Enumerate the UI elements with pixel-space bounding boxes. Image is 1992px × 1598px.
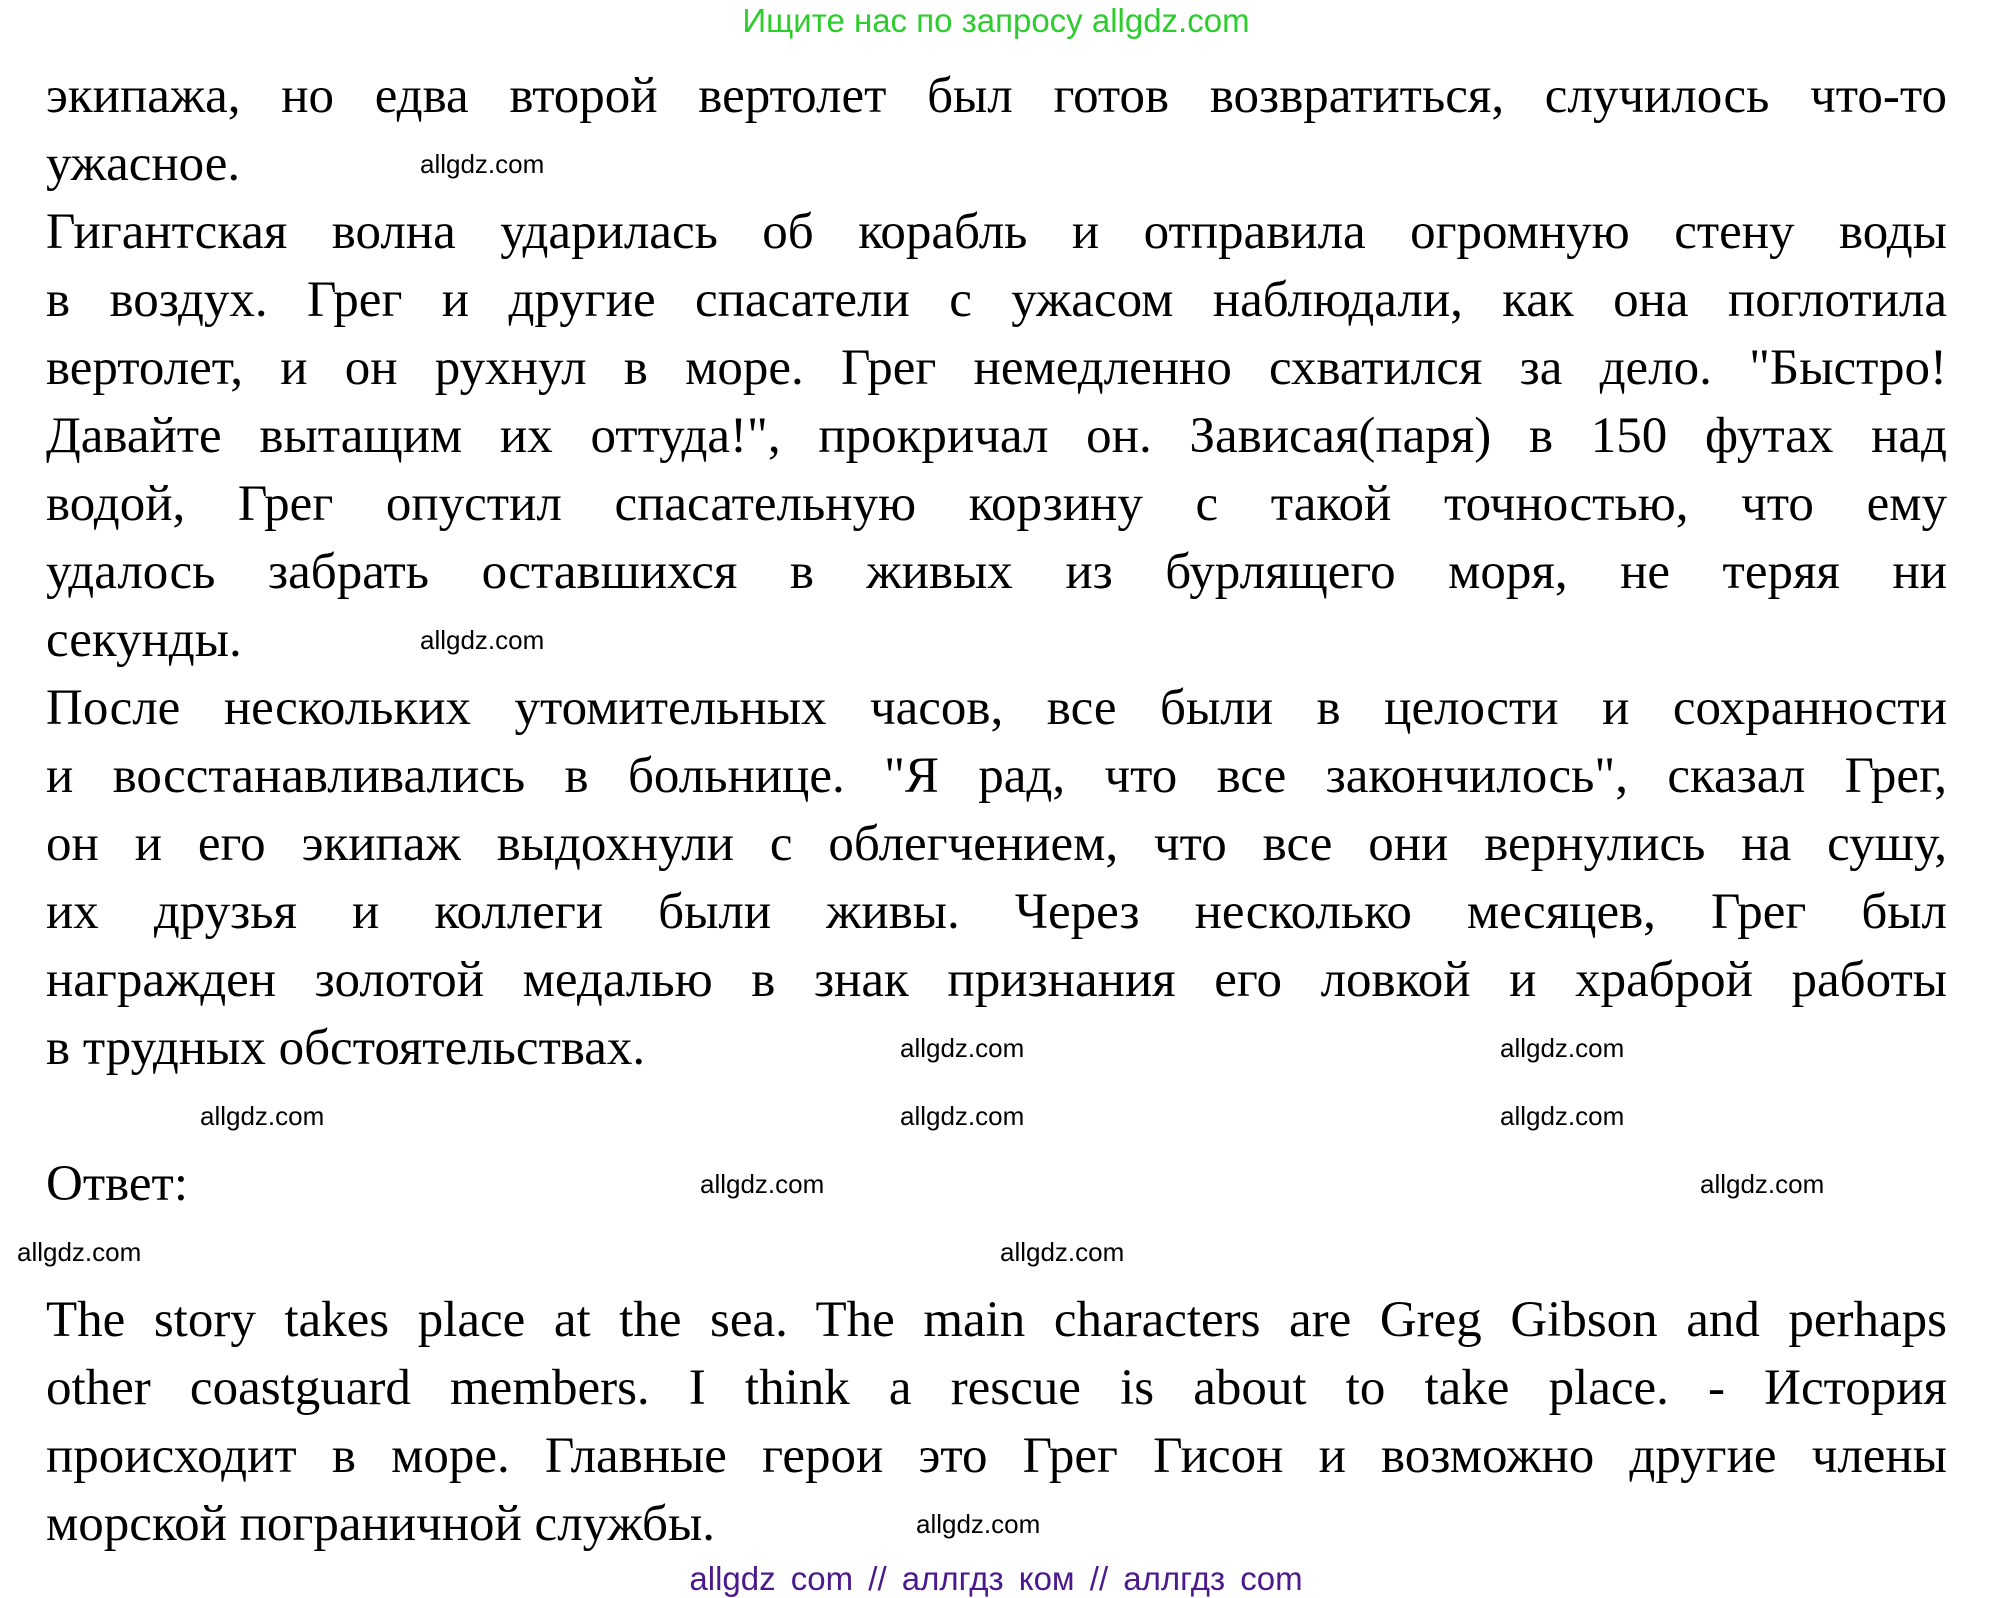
text-line: ужасное.	[46, 136, 241, 192]
watermark-text: allgdz.com	[900, 1101, 1025, 1131]
text-line: он и его экипаж выдохнули с облегчением, что все они вернулись на сушу,	[46, 816, 1947, 872]
text-line: экипажа, но едва второй вертолет был готов возвратиться, случилось что-то	[46, 68, 1947, 124]
watermark-text: allgdz.com	[1500, 1101, 1625, 1131]
watermark-text: allgdz.com	[17, 1237, 142, 1267]
watermark-text: allgdz.com	[1000, 1237, 1125, 1267]
paragraph	[46, 198, 1947, 674]
text-line: вертолет, и он рухнул в море. Грег немедленно схватился за дело. "Быстро!	[46, 340, 1947, 396]
text-line: other coastguard members. I think a rescue is about to take place. - История	[46, 1360, 1947, 1416]
text-line: удалось забрать оставшихся в живых из бурлящего моря, не теряя ни	[46, 544, 1947, 600]
text-line: в воздух. Грег и другие спасатели с ужасом наблюдали, как она поглотила	[46, 272, 1947, 328]
watermark-text: allgdz.com	[1700, 1169, 1825, 1199]
text-line: секунды.	[46, 612, 242, 668]
text-line: Давайте вытащим их оттуда!", прокричал он. Зависая(паря) в 150 футах над	[46, 408, 1947, 464]
search-banner: Ищите нас по запросу allgdz.com	[742, 2, 1250, 39]
watermark-text: allgdz.com	[200, 1101, 325, 1131]
watermark-text: allgdz.com	[420, 625, 545, 655]
watermark-text: allgdz.com	[420, 149, 545, 179]
text-line: После нескольких утомительных часов, все были в целости и сохранности	[46, 680, 1947, 736]
paragraph	[46, 674, 1947, 1082]
watermark-text: allgdz.com	[916, 1509, 1041, 1539]
text-line: и восстанавливались в больнице. "Я рад, что все закончилось", сказал Грег,	[46, 748, 1947, 804]
watermark-text: allgdz.com	[900, 1033, 1025, 1063]
text-line: морской пограничной службы.	[46, 1496, 716, 1552]
text-line: The story takes place at the sea. The main characters are Greg Gibson and perhaps	[46, 1292, 1947, 1348]
spacer	[46, 1218, 1947, 1286]
text-line: Гигантская волна ударилась об корабль и отправила огромную стену воды	[46, 204, 1947, 260]
text-line: происходит в море. Главные герои это Грег Гисон и возможно другие члены	[46, 1428, 1947, 1484]
answer-label: Ответ:	[46, 1156, 188, 1212]
text-line: награжден золотой медалью в знак признания его ловкой и храброй работы	[46, 952, 1947, 1008]
text-line: в трудных обстоятельствах.	[46, 1020, 646, 1076]
document-body	[46, 62, 1947, 1558]
text-line: водой, Грег опустил спасательную корзину с такой точностью, что ему	[46, 476, 1947, 532]
text-line: их друзья и коллеги были живы. Через несколько месяцев, Грег был	[46, 884, 1947, 940]
footer-banner: allgdz com // аллгдз ком // аллгдз com	[689, 1560, 1303, 1597]
watermark-text: allgdz.com	[1500, 1033, 1625, 1063]
watermark-text: allgdz.com	[700, 1169, 825, 1199]
paragraph	[46, 62, 1947, 198]
